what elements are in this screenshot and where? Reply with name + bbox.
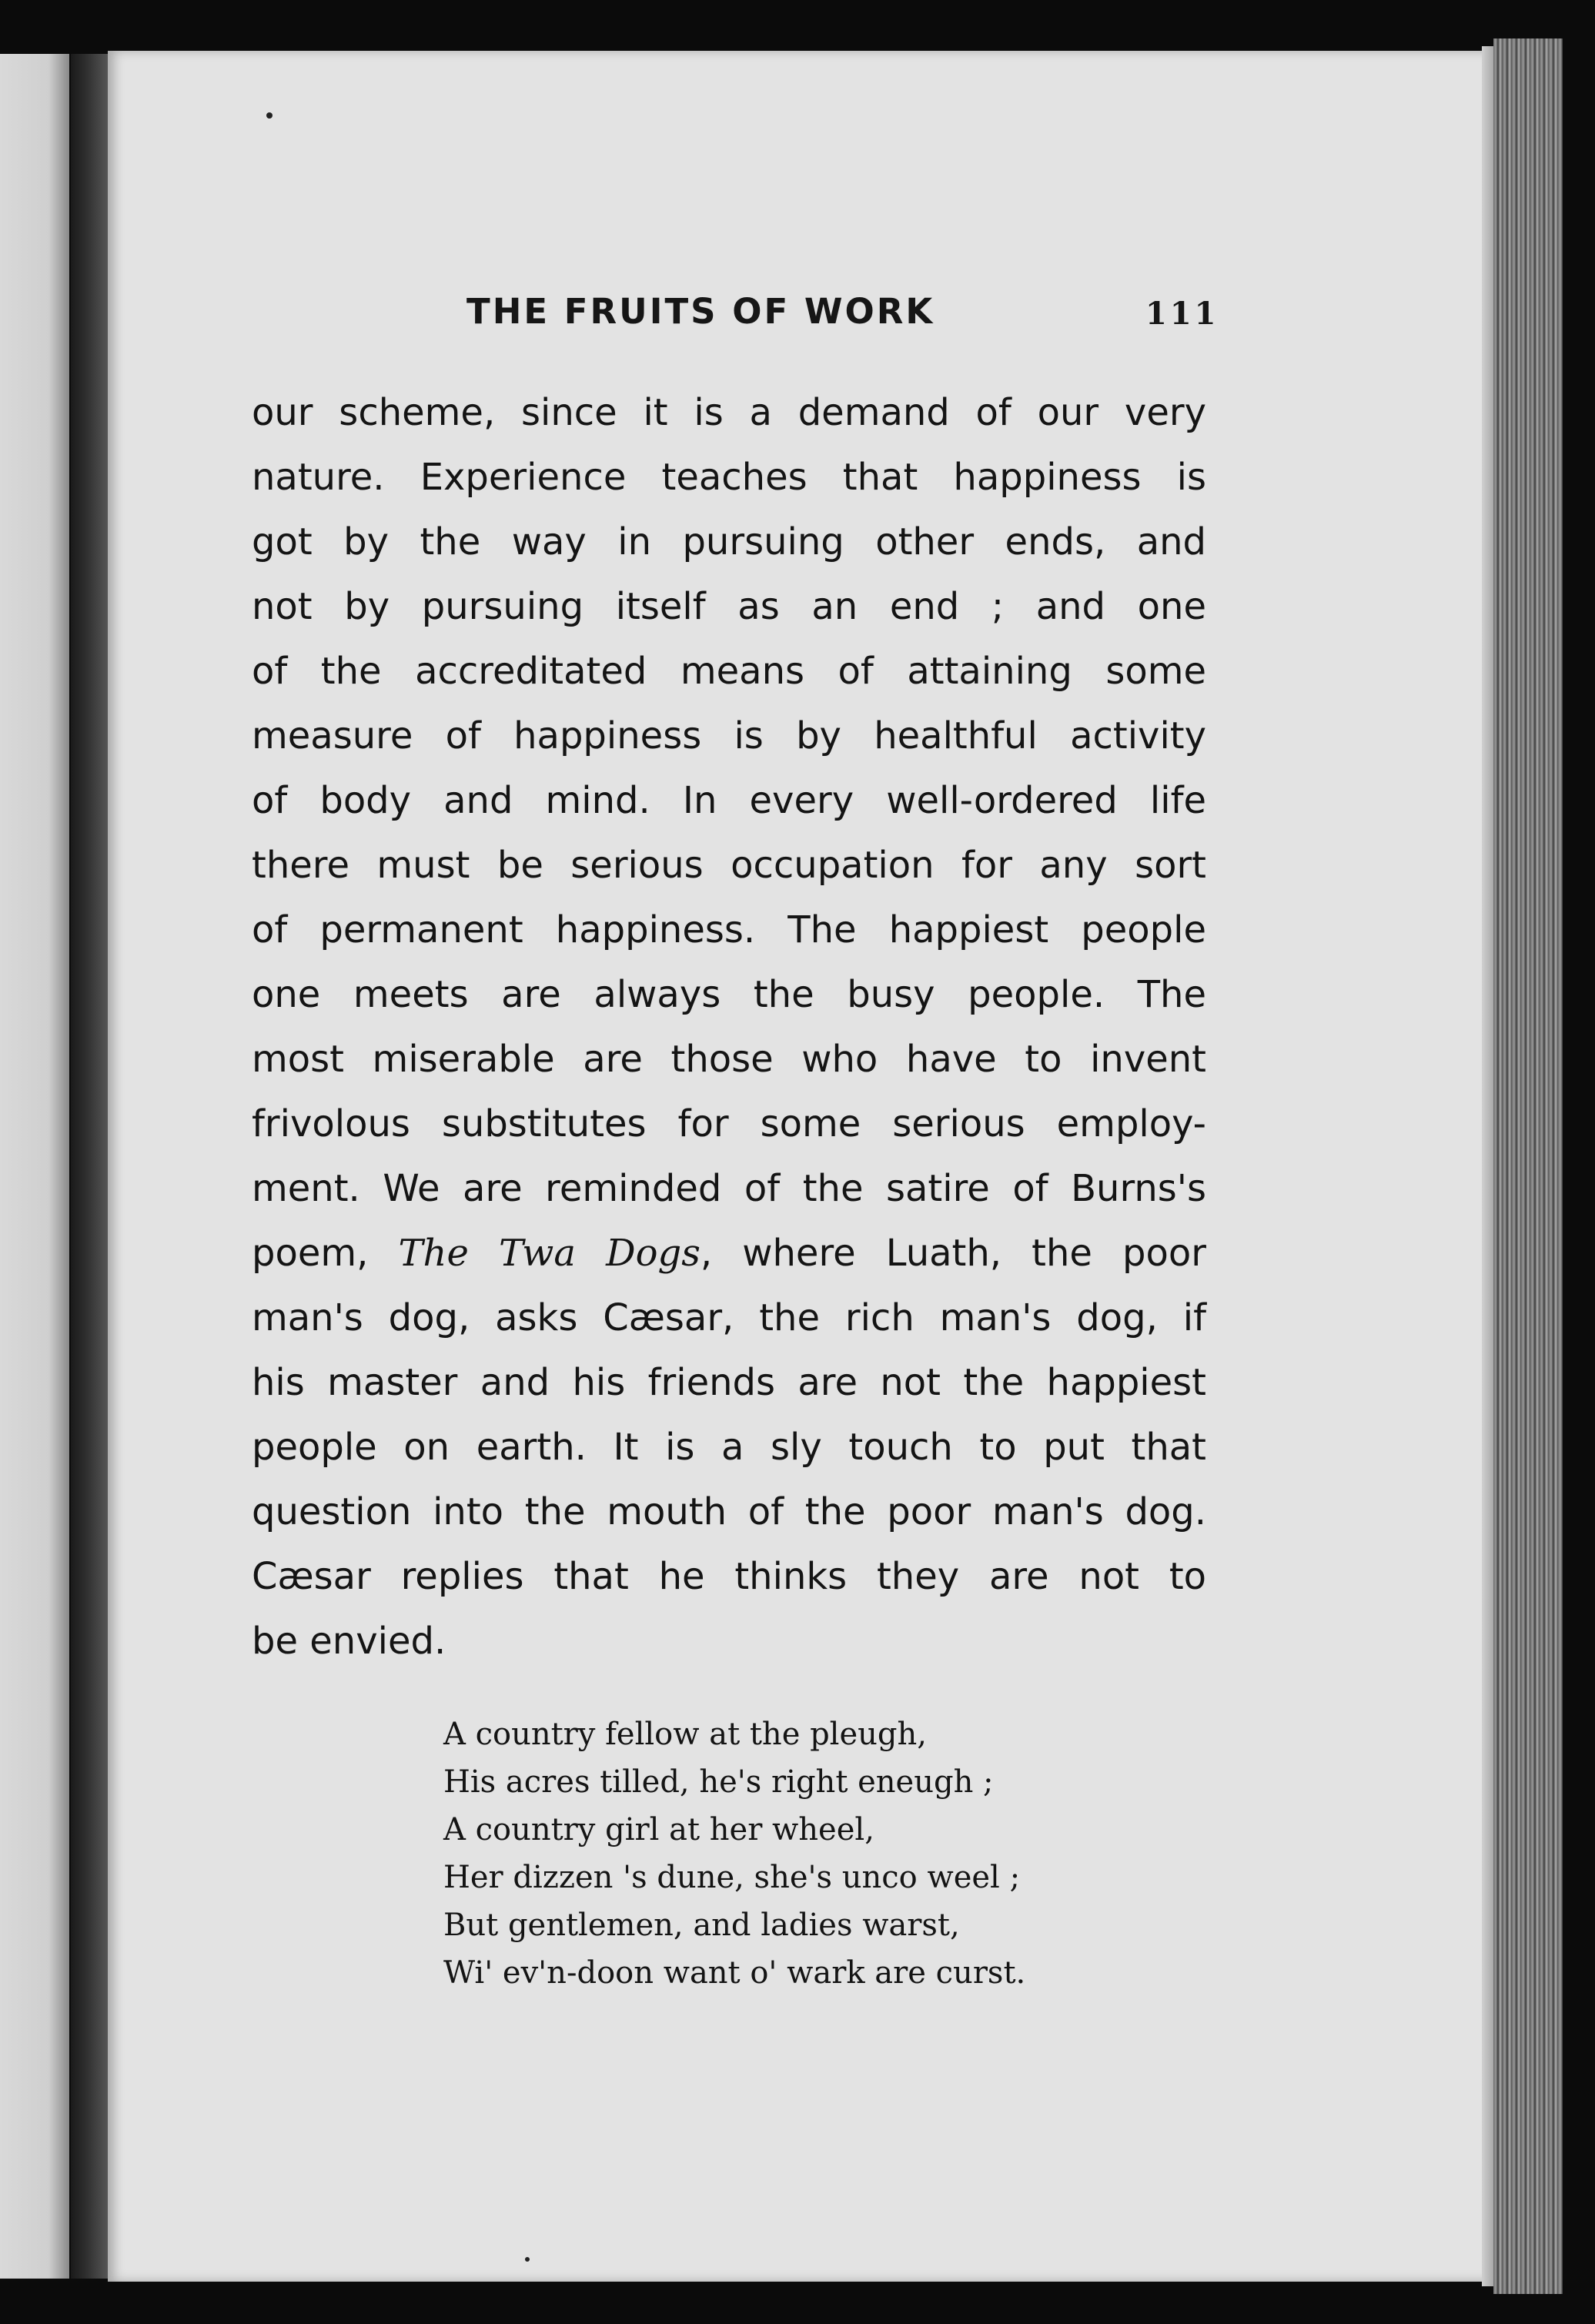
text-line: Cæsar replies that he thinks they are not to	[252, 1555, 1206, 1598]
text-line: ment. We are reminded of the satire of Burns's	[252, 1167, 1206, 1210]
text-line: nature. Experience teaches that happiness is	[252, 456, 1206, 499]
verse-line: A country fellow at the pleugh,	[443, 1717, 927, 1752]
text-line: our scheme, since it is a demand of our very	[252, 391, 1206, 434]
text-line: one meets are always the busy people. The	[252, 973, 1206, 1016]
text-line: got by the way in pursuing other ends, and	[252, 520, 1206, 563]
text-line: of the accreditated means of attaining some	[252, 650, 1206, 693]
verse-line: His acres tilled, he's right eneugh ;	[443, 1764, 994, 1800]
previous-page-edge	[0, 54, 69, 2279]
text-line: measure of happiness is by healthful activity	[252, 714, 1206, 757]
book-gutter	[71, 54, 108, 2279]
text-line: of permanent happiness. The happiest people	[252, 908, 1206, 951]
verse-line: Wi' ev'n-doon want o' wark are curst.	[443, 1955, 1026, 1991]
text-line: man's dog, asks Cæsar, the rich man's dog, if	[252, 1296, 1206, 1339]
running-head: THE FRUITS OF WORK	[466, 291, 935, 332]
text-line: there must be serious occupation for any sort	[252, 844, 1206, 887]
text-line: frivolous substitutes for some serious employ-	[252, 1102, 1206, 1145]
text-line: question into the mouth of the poor man's dog.	[252, 1490, 1206, 1533]
body-paragraph	[252, 380, 1206, 1674]
text-line: most miserable are those who have to invent	[252, 1038, 1206, 1081]
verse-line: Her dizzen 's dune, she's unco weel ;	[443, 1860, 1021, 1895]
text-line-with-title	[252, 1221, 1206, 1286]
verse-quotation	[443, 1710, 1025, 1997]
speck-mark	[525, 2257, 530, 2262]
poem-title: The Twa Dogs	[398, 1232, 701, 1275]
poem-line-before: poem,	[252, 1232, 399, 1275]
text-line: his master and his friends are not the happiest	[252, 1361, 1206, 1404]
page-number: 111	[1145, 296, 1219, 332]
verse-line: A country girl at her wheel,	[443, 1812, 874, 1847]
page-edges-stack	[1493, 38, 1563, 2294]
page-header	[0, 291, 1595, 337]
text-line: be envied.	[252, 1620, 446, 1663]
poem-line-after: , where Luath, the poor	[700, 1232, 1206, 1275]
verse-line: But gentlemen, and ladies warst,	[443, 1908, 960, 1943]
text-line: of body and mind. In every well-ordered life	[252, 779, 1206, 822]
text-line: people on earth. It is a sly touch to put that	[252, 1426, 1206, 1469]
text-line: not by pursuing itself as an end ; and one	[252, 585, 1206, 628]
speck-mark	[266, 112, 273, 119]
